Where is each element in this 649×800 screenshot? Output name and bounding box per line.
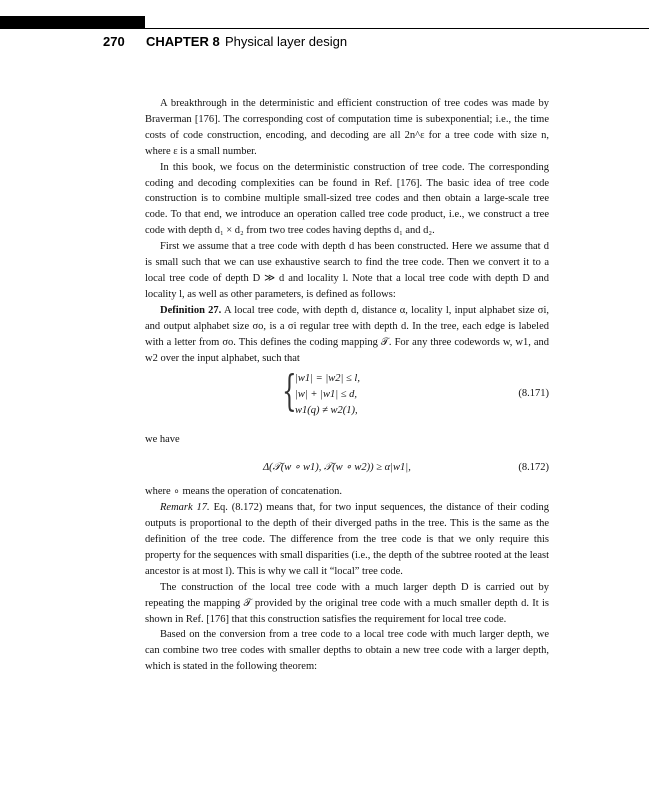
equation-line-1: |w1| = |w2| ≤ l, [295,373,360,385]
paragraph-2: In this book, we focus on the deterministic construction of tree code. The corresponding coding and decoding complexities can be found in Ref. [176]. The basic idea of tree code construction is to combine multiple small-sized tree codes and then obtain a large-scale tree code. To that end, we introduce an operation called tree code product, i.e., we construct a tree code with depth d₁ × d₂ from two tree codes having depths d₁ and d₂. [145,161,549,237]
header-rule [145,28,649,29]
we-have-text: we have [145,434,180,446]
page-number: 270 [103,34,125,49]
equation-line-2: |w| + |w1| ≤ d, [295,389,358,401]
equation-8-172-body: Δ(𝒯(w ∘ w1), 𝒯(w ∘ w2)) ≥ α|w1|, [263,462,411,474]
paragraph-5: The construction of the local tree code with a much larger depth D is carried out by repeating the mapping 𝒯 provided by the original tree code with a much smaller depth d. It is shown in Ref. [176] that this construction satisfies the requirement for local tree code. [145,581,549,625]
definition-label: Definition 27. [160,304,222,316]
equation-number-8-172: (8.172) [518,462,549,474]
equation-line-3: w1(q) ≠ w2(1), [295,405,358,417]
running-header [0,34,649,54]
definition-text: A local tree code, with depth d, distance α, locality l, input alphabet size σi, and output alphabet size σo, is a σi regular tree with depth d. In the tree, each edge is labeled with a letter from σo. This defines the coding mapping 𝒯. For any three codewords w, w1, and w2 over the input alphabet, such that [145,304,550,364]
chapter-label: CHAPTER 8 [146,34,220,49]
equation-number-8-171: (8.171) [518,388,549,400]
paragraph-concatenation: where ∘ means the operation of concatenation. [145,486,342,498]
body-text [145,96,549,675]
header-bar [0,16,145,29]
equation-8-171 [145,366,549,432]
equation-brace: { [282,366,297,416]
paragraph-3: First we assume that a tree code with depth d has been constructed. Here we assume that d is small such that we can use exhaustive search to find the tree code. Then we convert it to a local tree code of depth D ≫ d and locality l. Note that a local tree code with depth D and locality l, as well as other parameters, is defined as follows: [145,241,549,300]
remark-label: Remark 17. [160,502,210,514]
definition-27 [145,303,549,367]
remark-17 [145,500,549,580]
paragraph-6: Based on the conversion from a tree code to a local tree code with much larger depth, we can combine two tree codes with smaller depths to obtain a new tree code with a larger depth, which is stated in the following theorem: [145,629,549,673]
remark-text: Eq. (8.172) means that, for two input sequences, the distance of their coding outputs is proportional to the depth of their diverged paths in the tree. This is the same as the definition of the tree code. The difference from the tree code is that we only require this property for the sequences with small disparities (i.e., the depth of the subtree rooted at the least ancestor is at most l). This is why we call it “local” tree code. [145,502,550,577]
chapter-title: Physical layer design [225,34,348,49]
paragraph-1: A breakthrough in the deterministic and efficient construction of tree codes was made by Braverman [176]. The corresponding cost of computation time is subexponential; i.e., the time costs of code construction, encoding, and decoding are all 2n^ε for a tree code with size n, where ε is a small number. [145,98,549,157]
equation-8-172 [145,454,549,484]
